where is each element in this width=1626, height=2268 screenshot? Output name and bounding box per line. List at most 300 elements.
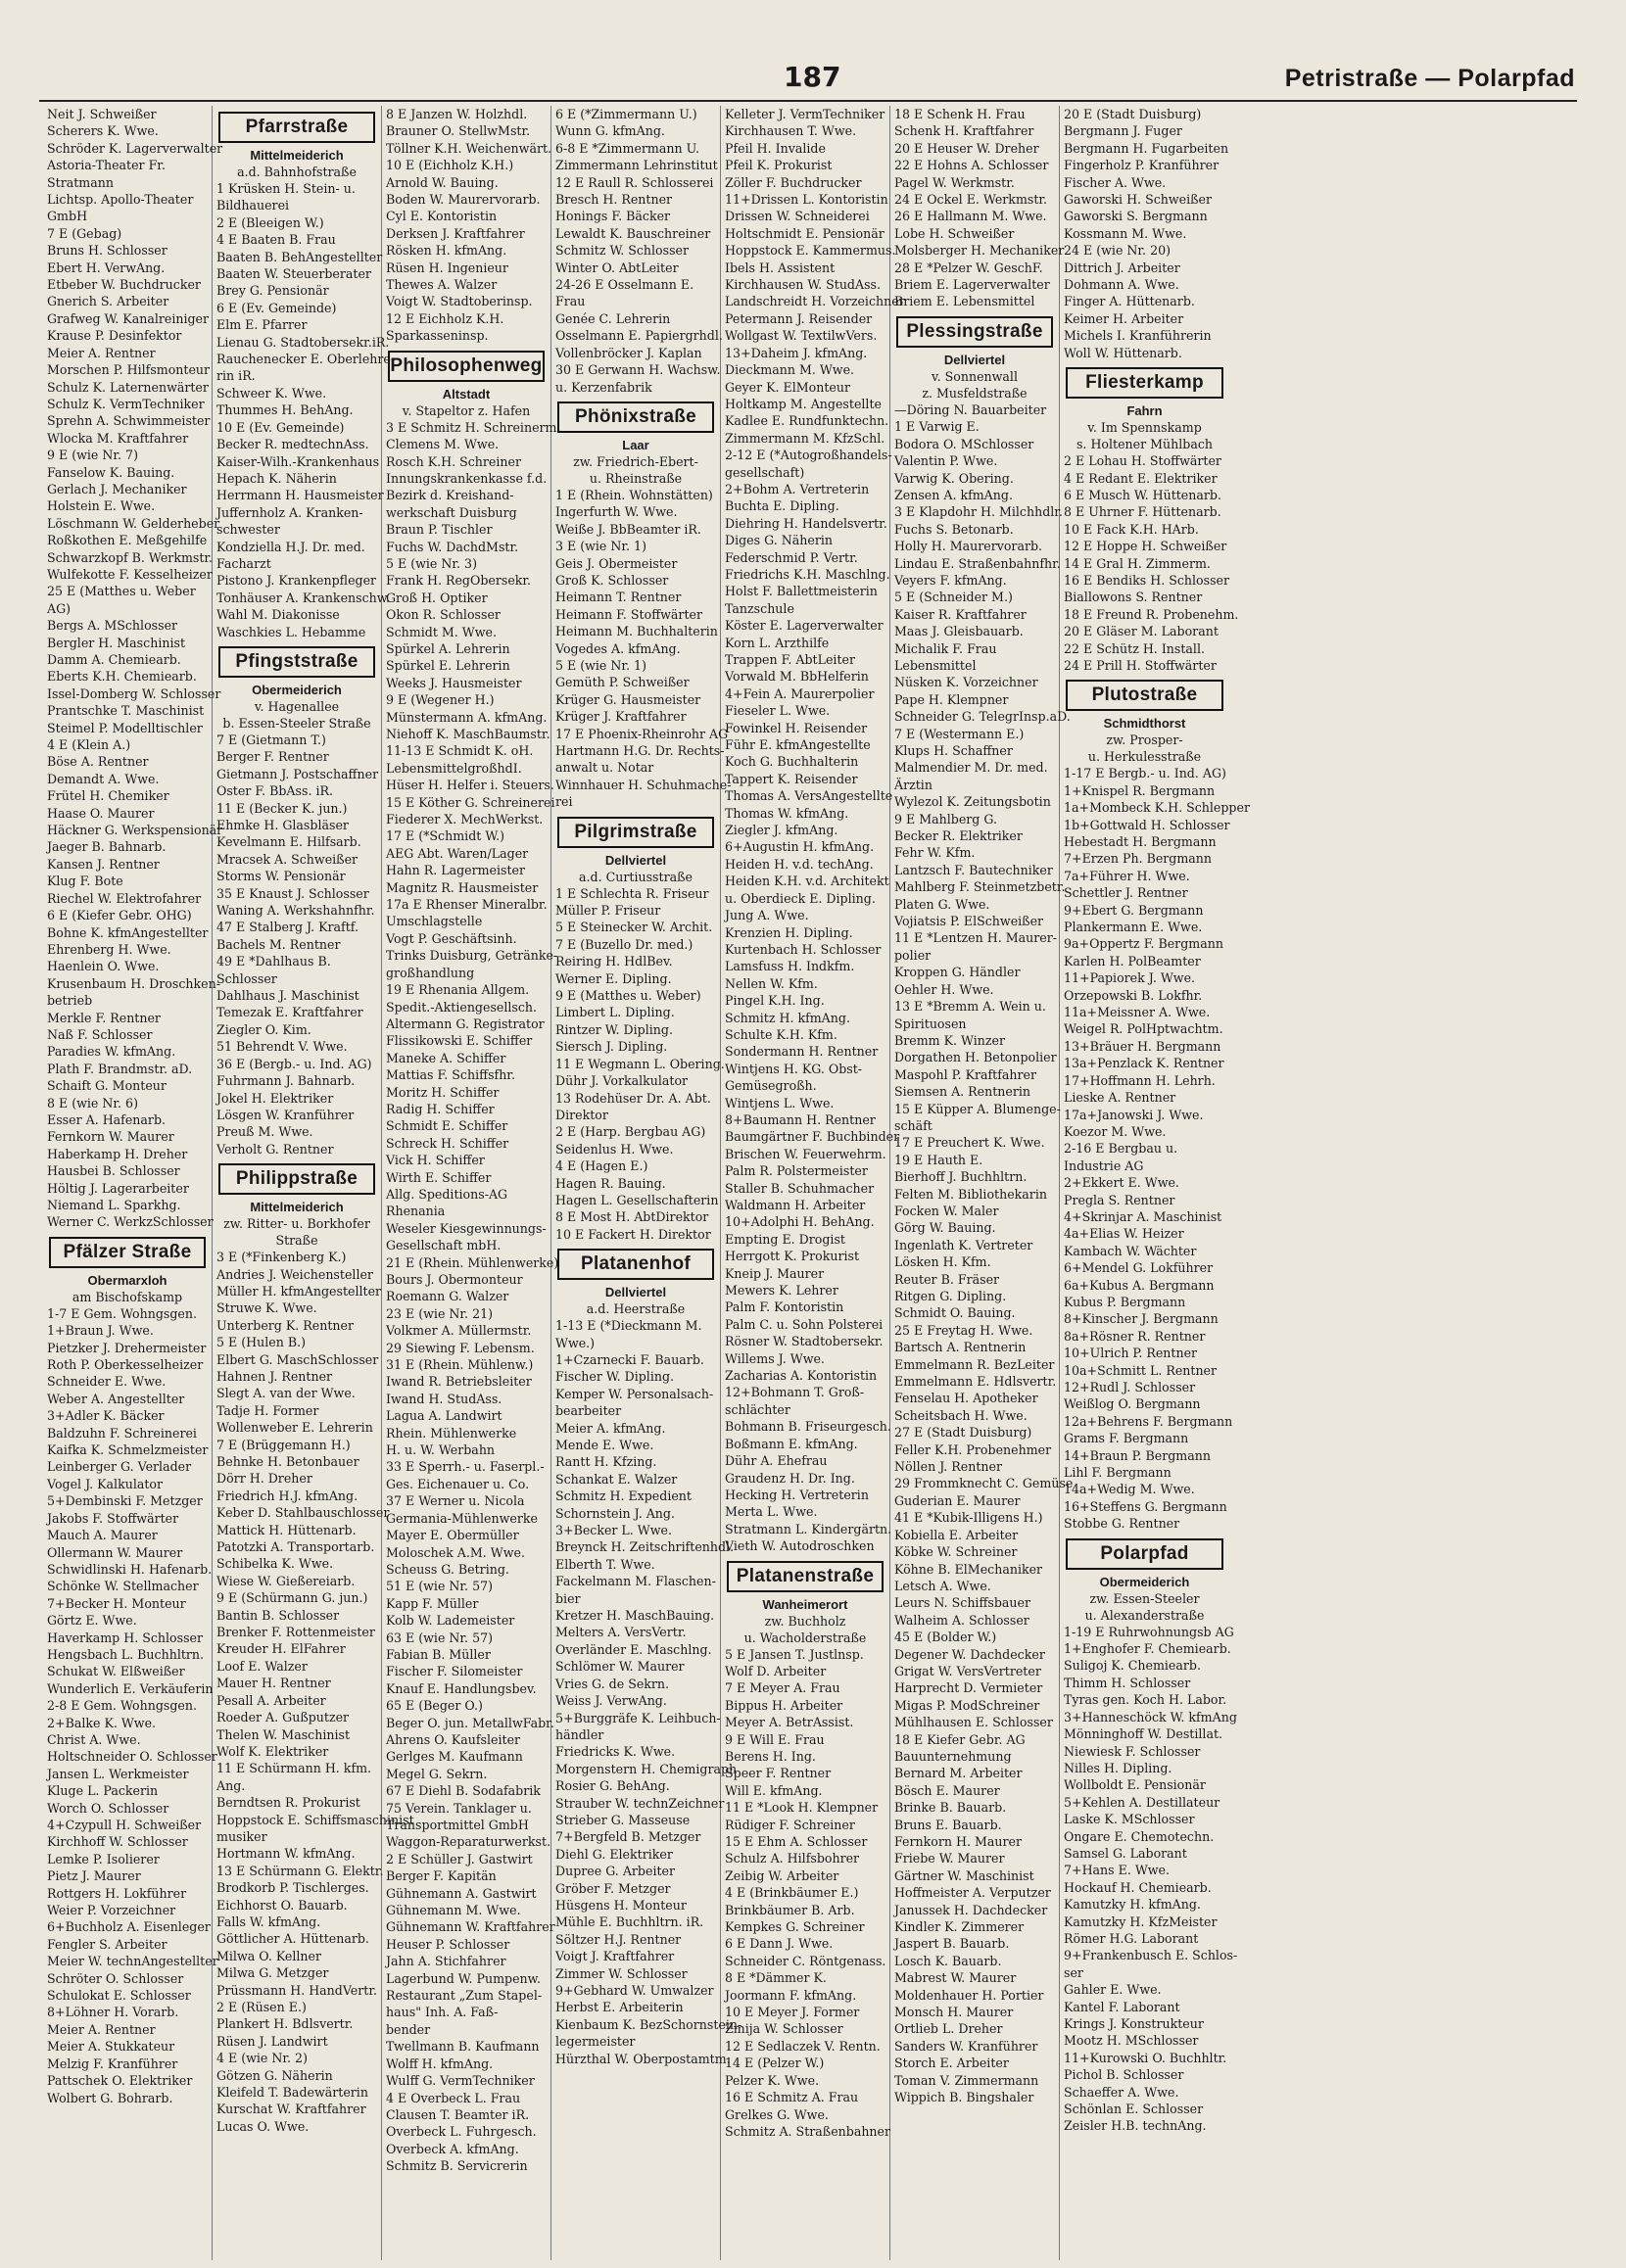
directory-entry: Kaiser R. Kraftfahrer bbox=[894, 606, 1027, 622]
directory-entry: Bantin B. Schlosser bbox=[216, 1607, 340, 1623]
directory-entry: Zimmer W. Schlosser bbox=[555, 1965, 688, 1981]
directory-entry: 3+Becker L. Wwe. bbox=[555, 1523, 672, 1538]
directory-entry: Elm E. Pfarrer bbox=[216, 317, 308, 333]
directory-entry: Münstermann A. kfmAng. bbox=[386, 709, 548, 725]
directory-entry: Heuser P. Schlosser bbox=[386, 1936, 510, 1952]
street-heading: Pfingststraße bbox=[218, 646, 375, 678]
street-location-note: zw. Essen-Steeler bbox=[1089, 1590, 1200, 1606]
directory-entry: Briem E. Lagerverwalter bbox=[894, 277, 1050, 293]
directory-entry: Altermann G. Registrator bbox=[386, 1016, 545, 1031]
directory-entry: 17 E Phoenix-Rheinrohr AG bbox=[555, 726, 729, 741]
directory-entry: Bauunternehmung bbox=[894, 1748, 1012, 1764]
directory-entry: Kobiella E. Arbeiter bbox=[894, 1527, 1019, 1542]
directory-entry: Mewers K. Lehrer bbox=[725, 1283, 838, 1299]
directory-entry: 7 E (Brüggemann H.) bbox=[216, 1437, 351, 1452]
directory-entry: Knauf E. Handlungsbev. bbox=[386, 1680, 537, 1696]
directory-entry: Mönninghoff W. Destillat. bbox=[1064, 1726, 1223, 1742]
directory-entry: Keimer H. Arbeiter bbox=[1064, 310, 1184, 326]
directory-entry: Schenk H. Kraftfahrer bbox=[894, 123, 1034, 139]
directory-entry: 6+Mendel G. Lokführer bbox=[1064, 1260, 1214, 1276]
directory-entry: Friedricks K. Wwe. bbox=[555, 1744, 676, 1760]
directory-entry: Gemüth P. Schweißer bbox=[555, 675, 690, 690]
directory-entry: Wintjens H. KG. Obst- bbox=[725, 1061, 863, 1076]
directory-entry: Kreuder H. ElFahrer bbox=[216, 1641, 346, 1657]
directory-entry: Bierhoff J. Buchhltrn. bbox=[894, 1169, 1028, 1185]
directory-entry: Niewiesk F. Schlosser bbox=[1064, 1743, 1201, 1759]
directory-entry: 17 E (*Schmidt W.) bbox=[386, 828, 504, 844]
directory-entry: Twellmann B. Kaufmann bbox=[386, 2039, 540, 2055]
directory-entry: Roth P. Oberkesselheizer bbox=[47, 1357, 204, 1373]
directory-entry: 11-13 E Schmidt K. oH. bbox=[386, 743, 534, 759]
directory-entry: Voigt W. Stadtoberinsp. bbox=[386, 294, 533, 309]
directory-entry: Graudenz H. Dr. Ing. bbox=[725, 1470, 855, 1486]
directory-entry: Vries G. de Sekrn. bbox=[555, 1676, 670, 1691]
directory-entry: Kamutzky H. KfzMeister bbox=[1064, 1914, 1218, 1929]
directory-entry: Elberth T. Wwe. bbox=[555, 1556, 655, 1572]
directory-entry: Vorwald M. BbHelferin bbox=[725, 669, 869, 685]
directory-entry: Kantel F. Laborant bbox=[1064, 1999, 1180, 2014]
directory-entry: Mahlberg F. Steinmetzbetr. bbox=[894, 879, 1066, 895]
directory-entry: 26 E Hallmann M. Wwe. bbox=[894, 209, 1047, 224]
directory-entry: Waning A. Werkshahnfhr. bbox=[216, 903, 375, 919]
directory-entry: 8 E (wie Nr. 6) bbox=[47, 1095, 138, 1110]
directory-entry: Melzig F. Kranführer bbox=[47, 2055, 178, 2071]
directory-entry: Kapp F. Müller bbox=[386, 1595, 479, 1611]
directory-entry: 24 E Prill H. Stoffwärter bbox=[1064, 657, 1217, 673]
directory-entry: 8 E *Dämmer K. bbox=[725, 1970, 827, 1986]
directory-entry: Wwe.) bbox=[555, 1335, 596, 1350]
directory-entry: Boßmann E. kfmAng. bbox=[725, 1436, 858, 1451]
directory-entry: Gerlges M. Kaufmann bbox=[386, 1749, 523, 1765]
directory-entry: Vieth W. Autodroschken bbox=[725, 1538, 875, 1554]
directory-entry: Bergler H. Maschinist bbox=[47, 635, 186, 650]
directory-entry: 12 E Sedlaczek V. Rentn. bbox=[725, 2038, 881, 2054]
directory-entry: 11 E *Lentzen H. Maurer- bbox=[894, 930, 1057, 946]
directory-entry: Weiss J. VerwAng. bbox=[555, 1693, 667, 1709]
directory-entry: Bergs A. MSchlosser bbox=[47, 618, 178, 634]
directory-entry: 21 E (Rhein. Mühlenwerke) bbox=[386, 1254, 559, 1270]
directory-entry: Schmidt E. Schiffer bbox=[386, 1118, 508, 1134]
directory-entry: Vogt P. Geschäftsinh. bbox=[386, 930, 517, 946]
directory-entry: Arnold W. Bauing. bbox=[386, 174, 499, 190]
directory-entry: Morschen P. Hilfsmonteur bbox=[47, 362, 211, 378]
directory-entry: Wylezol K. Zeitungsbotin bbox=[894, 794, 1051, 810]
directory-entry: Grams F. Bergmann bbox=[1064, 1431, 1189, 1446]
directory-entry: 33 E Sperrh.- u. Faserpl.- bbox=[386, 1459, 545, 1475]
directory-entry: bender bbox=[386, 2021, 431, 2037]
directory-entry: 15 E Küpper A. Blumenge- bbox=[894, 1101, 1061, 1116]
directory-entry: 3 E (wie Nr. 1) bbox=[555, 539, 646, 554]
directory-entry: Reuter B. Fräser bbox=[894, 1271, 1000, 1287]
directory-entry: 4+Czypull H. Schweißer bbox=[47, 1818, 202, 1832]
directory-entry: Michels I. Kranführerin bbox=[1064, 328, 1212, 344]
directory-entry: 4 E Baaten B. Frau bbox=[216, 232, 336, 248]
directory-entry: 10 E Meyer J. Former bbox=[725, 2005, 860, 2020]
directory-entry: Brinkbäumer B. Arb. bbox=[725, 1902, 855, 1917]
directory-entry: 1-19 E Ruhrwohnungsb AG bbox=[1064, 1624, 1234, 1639]
directory-entry: Andries J. Weichensteller bbox=[216, 1266, 373, 1282]
directory-entry: Holtschmidt E. Pensionär bbox=[725, 225, 885, 241]
street-location-note: a.d. Heerstraße bbox=[586, 1301, 686, 1317]
directory-entry: 6 E Musch W. Hüttenarb. bbox=[1064, 487, 1221, 502]
directory-entry: Keber D. Stahlbauschlosser bbox=[216, 1505, 390, 1521]
directory-entry: Dorgathen H. Betonpolier bbox=[894, 1050, 1057, 1065]
directory-entry: Hausbei B. Schlosser bbox=[47, 1163, 180, 1179]
directory-entry: musiker bbox=[216, 1828, 267, 1844]
directory-entry: Degener W. Dachdecker bbox=[894, 1646, 1045, 1662]
directory-entry: Guderian E. Maurer bbox=[894, 1492, 1021, 1508]
directory-entry: Lewaldt K. Bauschreiner bbox=[555, 225, 711, 241]
directory-entry: 11 E Wegmann L. Obering. bbox=[555, 1056, 725, 1071]
directory-entry: 65 E (Beger O.) bbox=[386, 1698, 483, 1714]
directory-entry: Fehr W. Kfm. bbox=[894, 845, 976, 861]
directory-entry: Kolb W. Lademeister bbox=[386, 1613, 515, 1629]
directory-entry: Kirchhausen W. StudAss. bbox=[725, 277, 882, 293]
directory-entry: Ang. bbox=[216, 1777, 246, 1793]
directory-entry: Zeisler H.B. technAng. bbox=[1064, 2118, 1207, 2134]
directory-entry: Okon R. Schlosser bbox=[386, 607, 501, 623]
directory-entry: Groß H. Optiker bbox=[386, 590, 488, 605]
directory-entry: Mabrest W. Maurer bbox=[894, 1970, 1017, 1986]
directory-entry: 11a+Meissner A. Wwe. bbox=[1064, 1005, 1211, 1020]
directory-entry: Baaten W. Steuerberater bbox=[216, 266, 371, 282]
directory-entry: 9 E (Wegener H.) bbox=[386, 692, 495, 708]
directory-entry: 5 E (Schneider M.) bbox=[894, 590, 1013, 605]
directory-entry: Mauch A. Maurer bbox=[47, 1528, 158, 1543]
directory-entry: Merta L. Wwe. bbox=[725, 1504, 818, 1520]
directory-entry: Volkmer A. Müllermstr. bbox=[386, 1323, 532, 1339]
directory-entry: Hoppstock E. Kammermus. bbox=[725, 243, 896, 259]
directory-entry: Schwarzkopf B. Werkmstr. bbox=[47, 549, 214, 565]
directory-entry: Bodora O. MSchlosser bbox=[894, 436, 1034, 451]
directory-entry: Schulz A. Hilfsbohrer bbox=[725, 1851, 860, 1866]
directory-entry: Siersch J. Dipling. bbox=[555, 1039, 668, 1055]
directory-entry: Allg. Speditions-AG bbox=[386, 1186, 508, 1202]
directory-entry: Waschkies L. Hebamme bbox=[216, 624, 366, 639]
directory-entry: Direktor bbox=[555, 1107, 608, 1122]
directory-entry: 45 E (Bolder W.) bbox=[894, 1630, 997, 1645]
directory-entry: Morgenstern H. Chemigraph bbox=[555, 1761, 738, 1776]
directory-entry: Köhne B. ElMechaniker bbox=[894, 1561, 1043, 1577]
directory-entry: 2+Ekkert E. Wwe. bbox=[1064, 1175, 1179, 1191]
directory-entry: Rhein. Mühlenwerke bbox=[386, 1425, 517, 1441]
directory-entry: Fischer F. Silomeister bbox=[386, 1664, 523, 1679]
directory-entry: Holst F. Ballettmeisterin bbox=[725, 584, 878, 599]
directory-entry: Wolf D. Arbeiter bbox=[725, 1663, 827, 1678]
directory-entry: Reiring H. HdlBev. bbox=[555, 954, 673, 969]
directory-entry: Berndtsen R. Prokurist bbox=[216, 1795, 360, 1811]
directory-entry: u. Kerzenfabrik bbox=[555, 379, 652, 395]
directory-entry: Loof E. Walzer bbox=[216, 1658, 308, 1674]
directory-entry: Temezak E. Kraftfahrer bbox=[216, 1005, 363, 1020]
directory-entry: Winter O. AbtLeiter bbox=[555, 260, 679, 275]
directory-entry: 8+Baumann H. Rentner bbox=[725, 1111, 876, 1127]
directory-entry: Orzepowski B. Lokfhr. bbox=[1064, 987, 1203, 1003]
directory-entry: Wollgast W. TextilwVers. bbox=[725, 328, 878, 344]
directory-entry: legermeister bbox=[555, 2034, 636, 2050]
directory-entry: Leinberger G. Verlader bbox=[47, 1459, 192, 1475]
directory-entry: Nöllen J. Rentner bbox=[894, 1459, 1002, 1475]
directory-entry: Bohmann B. Friseurgesch. bbox=[725, 1419, 891, 1435]
directory-entry: Leurs N. Schiffsbauer bbox=[894, 1595, 1031, 1611]
street-heading: Phönixstraße bbox=[557, 402, 714, 433]
directory-entry: Willems J. Wwe. bbox=[725, 1350, 825, 1366]
directory-entry: Zimmermann Lehrinstitut bbox=[555, 158, 718, 173]
directory-entry: Wirth E. Schiffer bbox=[386, 1169, 492, 1185]
directory-entry: Riechel W. Elektrofahrer bbox=[47, 890, 202, 906]
directory-entry: 11+Kurowski O. Buchhltr. bbox=[1064, 2050, 1227, 2065]
directory-entry: Jahn A. Stichfahrer bbox=[386, 1954, 506, 1969]
directory-entry: Geis J. Obermeister bbox=[555, 555, 678, 571]
directory-entry: Mootz H. MSchlosser bbox=[1064, 2033, 1199, 2049]
directory-entry: Petermann J. Reisender bbox=[725, 310, 873, 326]
directory-entry: Weber A. Angestellter bbox=[47, 1391, 185, 1406]
directory-entry: 49 E *Dahlhaus B. bbox=[216, 954, 331, 969]
directory-entry: Heiden K.H. v.d. Architekt bbox=[725, 874, 889, 889]
directory-entry: 7+Erzen Ph. Bergmann bbox=[1064, 851, 1213, 867]
directory-entry: 2-12 E (*Autogroßhandels- bbox=[725, 448, 892, 463]
directory-entry: 5 E Steinecker W. Archit. bbox=[555, 920, 713, 935]
directory-entry: Kelleter J. VermTechniker bbox=[725, 107, 885, 121]
directory-entry: Korn L. Arzthilfe bbox=[725, 635, 830, 650]
directory-entry: Brinke B. Bauarb. bbox=[894, 1800, 1007, 1816]
directory-entry: 12 E Hoppe H. Schweißer bbox=[1064, 539, 1227, 554]
directory-entry: Strieber G. Masseuse bbox=[555, 1812, 691, 1827]
directory-entry: Storch E. Arbeiter bbox=[894, 2055, 1009, 2071]
directory-entry: Platen G. Wwe. bbox=[894, 896, 990, 912]
directory-entry: 13 E *Bremm A. Wein u. bbox=[894, 999, 1046, 1015]
directory-entry: Hagen R. Bauing. bbox=[555, 1175, 666, 1191]
directory-entry: Pietzker J. Drehermeister bbox=[47, 1340, 207, 1355]
column-4 bbox=[551, 106, 742, 2260]
directory-entry: Fuchs W. DachdMstr. bbox=[386, 539, 519, 554]
directory-entry: Berens H. Ing. bbox=[725, 1748, 816, 1764]
directory-entry: Groß K. Schlosser bbox=[555, 572, 669, 588]
directory-entry: Dühr J. Vorkalkulator bbox=[555, 1073, 689, 1089]
directory-entry: Fuchs S. Betonarb. bbox=[894, 521, 1014, 537]
directory-entry: 2+Balke K. Wwe. bbox=[47, 1715, 157, 1730]
directory-entry: Merkle F. Rentner bbox=[47, 1010, 161, 1025]
directory-entry: 29 Frommknecht C. Gemüse bbox=[894, 1476, 1074, 1491]
directory-entry: 8 E Most H. AbtDirektor bbox=[555, 1209, 709, 1225]
directory-entry: Gaworski S. Bergmann bbox=[1064, 209, 1208, 224]
directory-entry: Joormann F. kfmAng. bbox=[725, 1987, 857, 2003]
directory-entry: Biallowons S. Rentner bbox=[1064, 590, 1203, 605]
directory-entry: Bösch E. Maurer bbox=[894, 1782, 1000, 1798]
directory-entry: Palm F. Kontoristin bbox=[725, 1299, 844, 1315]
directory-entry: Michalik F. Frau bbox=[894, 640, 997, 656]
directory-entry: 67 E Diehl B. Sodafabrik bbox=[386, 1783, 541, 1799]
directory-entry: Moldenhauer H. Portier bbox=[894, 1987, 1044, 2003]
directory-entry: Wolbert G. Bohrarb. bbox=[47, 2090, 173, 2105]
directory-entry: Lagerbund W. Pumpenw. bbox=[386, 1970, 541, 1986]
directory-entry: Wippich B. Bingshaler bbox=[894, 2090, 1034, 2105]
directory-entry: Gesellschaft mbH. bbox=[386, 1238, 502, 1253]
directory-entry: 47 E Stalberg J. Kraftf. bbox=[216, 920, 359, 935]
directory-entry: Iwand H. StudAss. bbox=[386, 1391, 502, 1406]
directory-entry: Grafweg W. Kanalreiniger bbox=[47, 310, 210, 326]
directory-entry: Führ E. kfmAngestellte bbox=[725, 737, 871, 753]
directory-entry: Schweer K. Wwe. bbox=[216, 385, 327, 401]
directory-entry: Schornstein J. Ang. bbox=[555, 1505, 675, 1521]
directory-entry: 9a+Oppertz F. Bergmann bbox=[1064, 936, 1223, 952]
directory-entry: Hebestadt H. Bergmann bbox=[1064, 834, 1217, 849]
directory-entry: 8 E Janzen W. Holzhdl. bbox=[386, 107, 528, 121]
district-name: Obermeiderich bbox=[252, 682, 342, 697]
directory-entry: Gerlach J. Mechaniker bbox=[47, 481, 187, 496]
directory-entry: Kroppen G. Händler bbox=[894, 965, 1021, 980]
directory-entry: Bruns H. Schlosser bbox=[47, 243, 167, 259]
directory-entry: Losch K. Bauarb. bbox=[894, 1953, 1002, 1968]
directory-entry: Moritz H. Schiffer bbox=[386, 1084, 500, 1100]
directory-entry: 7 E Meyer A. Frau bbox=[725, 1680, 840, 1696]
directory-entry: Hüsgens H. Monteur bbox=[555, 1897, 687, 1913]
directory-entry: Schneider C. Röntgenass. bbox=[725, 1953, 886, 1968]
directory-entry: Pietz J. Maurer bbox=[47, 1868, 141, 1884]
district-name: Wanheimerort bbox=[762, 1596, 848, 1612]
directory-entry: Oster F. BbAss. iR. bbox=[216, 783, 333, 799]
directory-entry: Bernard M. Arbeiter bbox=[894, 1766, 1023, 1781]
directory-entry: Bremm K. Winzer bbox=[894, 1032, 1005, 1048]
directory-entry: Letsch A. Wwe. bbox=[894, 1578, 991, 1593]
directory-entry: Jokel H. Elektriker bbox=[216, 1090, 334, 1106]
directory-entry: 8a+Rösner R. Rentner bbox=[1064, 1328, 1206, 1344]
page-header bbox=[0, 61, 1626, 102]
directory-entry: Jaspert B. Bauarb. bbox=[894, 1936, 1010, 1952]
directory-entry: betrieb bbox=[47, 993, 93, 1009]
street-heading: Pilgrimstraße bbox=[557, 817, 714, 848]
directory-entry: Preuß M. Wwe. bbox=[216, 1124, 313, 1140]
directory-entry: 2 E Schüller J. Gastwirt bbox=[386, 1851, 533, 1866]
directory-entry: Bippus H. Arbeiter bbox=[725, 1697, 843, 1713]
directory-entry: Behnke H. Betonbauer bbox=[216, 1454, 359, 1469]
directory-entry: 4+Skrinjar A. Maschinist bbox=[1064, 1208, 1222, 1224]
directory-entry: Kirchhausen T. Wwe. bbox=[725, 123, 857, 139]
directory-entry: Will E. kfmAng. bbox=[725, 1782, 823, 1798]
directory-entry: Haberkamp H. Dreher bbox=[47, 1146, 188, 1161]
directory-entry: Schmitz B. Servicrerin bbox=[386, 2158, 528, 2174]
directory-entry: 20 E Gläser M. Laborant bbox=[1064, 624, 1219, 639]
directory-entry: Kaiser-Wilh.-Krankenhaus bbox=[216, 453, 380, 469]
directory-entry: Unterberg K. Rentner bbox=[216, 1317, 354, 1333]
directory-entry: Harprecht D. Vermieter bbox=[894, 1680, 1043, 1696]
directory-entry: Schulz K. Laternenwärter bbox=[47, 379, 209, 395]
directory-entry: Varwig K. Obering. bbox=[894, 470, 1014, 486]
directory-entry: Speer F. Rentner bbox=[725, 1766, 832, 1781]
directory-entry: Koch G. Buchhalterin bbox=[725, 754, 859, 770]
directory-entry: Kambach W. Wächter bbox=[1064, 1243, 1197, 1258]
directory-entry: 2-8 E Gem. Wohngsgen. bbox=[47, 1698, 197, 1714]
directory-entry: Stratmann bbox=[47, 174, 114, 190]
directory-entry: Scheuss G. Betring. bbox=[386, 1561, 509, 1577]
directory-entry: Kempkes G. Schreiner bbox=[725, 1919, 865, 1935]
directory-entry: 2 E Lohau H. Stoffwärter bbox=[1064, 453, 1221, 469]
directory-entry: Hecking H. Vertreterin bbox=[725, 1487, 869, 1502]
directory-entry: Issel-Domberg W. Schlosser bbox=[47, 685, 221, 701]
directory-entry: Krüger J. Kraftfahrer bbox=[555, 709, 687, 725]
directory-entry: Waldmann H. Arbeiter bbox=[725, 1198, 866, 1212]
directory-entry: Dieckmann M. Wwe. bbox=[725, 362, 855, 378]
directory-entry: Mühlhausen E. Schlosser bbox=[894, 1715, 1053, 1730]
directory-entry: Overbeck A. kfmAng. bbox=[386, 2141, 519, 2156]
directory-entry: Bezirk d. Kreishand- bbox=[386, 488, 514, 503]
directory-entry: Struwe K. Wwe. bbox=[216, 1300, 317, 1316]
directory-entry: schwester bbox=[216, 522, 280, 538]
directory-entry: Fowinkel H. Reisender bbox=[725, 720, 868, 735]
directory-entry: Grelkes G. Wwe. bbox=[725, 2106, 829, 2122]
directory-entry: Weier P. Vorzeichner bbox=[47, 1903, 176, 1918]
directory-entry: Gahler E. Wwe. bbox=[1064, 1982, 1162, 1998]
directory-entry: 4 E Overbeck L. Frau bbox=[386, 2090, 521, 2105]
directory-entry: 24 E Ockel E. Werkmstr. bbox=[894, 192, 1048, 208]
column-3 bbox=[382, 106, 561, 2260]
directory-entry: Vick H. Schiffer bbox=[386, 1153, 485, 1168]
directory-entry: 63 E (wie Nr. 57) bbox=[386, 1630, 494, 1645]
directory-entry: Ingerfurth W. Wwe. bbox=[555, 504, 678, 520]
directory-entry: Fernkorn H. Maurer bbox=[894, 1834, 1022, 1849]
directory-entry: 3 E (*Finkenberg K.) bbox=[216, 1250, 347, 1265]
directory-entry: 4 E Redant E. Elektriker bbox=[1064, 470, 1218, 486]
directory-entry: 10 E Fack K.H. HArb. bbox=[1064, 521, 1199, 537]
directory-entry: 41 E *Kubik-Illigens H.) bbox=[894, 1510, 1043, 1526]
directory-entry: Prantschke T. Maschinist bbox=[47, 703, 205, 719]
directory-entry: Vogel J. Kalkulator bbox=[47, 1476, 164, 1491]
directory-entry: Malmendier M. Dr. med. bbox=[894, 760, 1048, 776]
directory-entry: Wiese W. Gießereiarb. bbox=[216, 1573, 356, 1588]
directory-entry: 11+Drissen L. Kontoristin bbox=[725, 192, 888, 208]
directory-entry: Karlen H. PolBeamter bbox=[1064, 953, 1201, 969]
directory-entry: Pingel K.H. Ing. bbox=[725, 993, 825, 1009]
directory-entry: Klups H. Schaffner bbox=[894, 743, 1013, 758]
directory-entry: Flissikowski E. Schiffer bbox=[386, 1033, 533, 1049]
directory-entry: 5+Kehlen A. Destillateur bbox=[1064, 1794, 1220, 1810]
directory-entry: Mayer E. Obermüller bbox=[386, 1528, 519, 1543]
directory-entry: 7+Becker H. Monteur bbox=[47, 1595, 186, 1611]
directory-entry: Zacharias A. Kontoristin bbox=[725, 1368, 878, 1384]
directory-entry: Megel G. Sekrn. bbox=[386, 1766, 488, 1781]
directory-entry: Meyer A. BetrAssist. bbox=[725, 1715, 854, 1730]
directory-entry: Heiden H. v.d. techAng. bbox=[725, 856, 874, 872]
directory-entry: AG) bbox=[47, 600, 72, 616]
directory-entry: Thomas W. kfmAng. bbox=[725, 805, 849, 821]
directory-entry: Ingenlath K. Vertreter bbox=[894, 1237, 1033, 1252]
directory-entry: großhandlung bbox=[386, 965, 475, 980]
street-location-note: u. Herkulesstraße bbox=[1087, 749, 1202, 765]
directory-entry: Jansen L. Werkmeister bbox=[47, 1766, 189, 1781]
directory-entry: Böse A. Rentner bbox=[47, 754, 149, 770]
directory-entry: 7+Hans E. Wwe. bbox=[1064, 1863, 1171, 1878]
directory-entry: Lösgen W. Kranführer bbox=[216, 1107, 355, 1122]
directory-entry: 3+Adler K. Bäcker bbox=[47, 1408, 165, 1424]
directory-entry: Lindau E. Straßenbahnfhr. bbox=[894, 555, 1061, 571]
street-heading: Platanenhof bbox=[557, 1249, 714, 1280]
directory-entry: Trinks Duisburg, Getränke- bbox=[386, 948, 558, 964]
directory-entry: Kaifka K. Schmelzmeister bbox=[47, 1442, 209, 1458]
directory-entry: 18 E Freund R. Probenehm. bbox=[1064, 606, 1239, 622]
street-location-note: v. Sonnenwall bbox=[932, 368, 1018, 384]
directory-entry: Verholt G. Rentner bbox=[216, 1141, 334, 1157]
directory-entry: Jakobs F. Stoffwärter bbox=[47, 1510, 179, 1526]
directory-entry: Baumgärtner F. Buchbinder bbox=[725, 1129, 900, 1145]
directory-entry: Rantt H. Kfzing. bbox=[555, 1454, 657, 1470]
directory-entry: Honings F. Bäcker bbox=[555, 209, 671, 224]
directory-entry: Niemand L. Sparkhg. bbox=[47, 1198, 181, 1212]
column-7 bbox=[1060, 106, 1250, 2260]
directory-entry: 11 E (Becker K. jun.) bbox=[216, 800, 348, 816]
directory-entry: Kirchhoff W. Schlosser bbox=[47, 1834, 188, 1850]
directory-entry: 12+Bohmann T. Groß- bbox=[725, 1385, 865, 1400]
directory-entry: 10a+Schmitt L. Rentner bbox=[1064, 1362, 1218, 1378]
